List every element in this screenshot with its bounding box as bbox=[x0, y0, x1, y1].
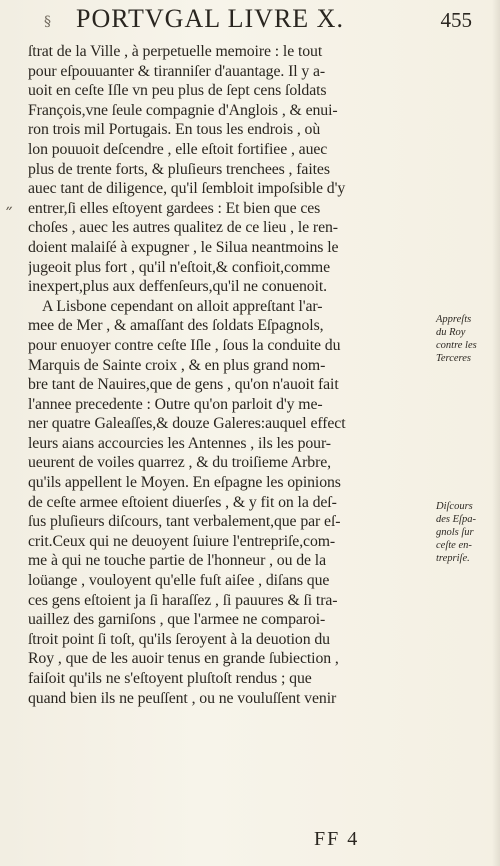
margin-note-line: Appreſts bbox=[436, 314, 472, 325]
text-line: qu'ils appellent le Moyen. En eſpagne les opinions bbox=[28, 474, 341, 492]
page-fold-shadow bbox=[492, 0, 500, 866]
text-line: crit.Ceux qui ne deuoyent ſuiure l'entrepriſe,com- bbox=[28, 532, 336, 550]
margin-notes bbox=[436, 0, 498, 866]
margin-note-line: Terceres bbox=[436, 353, 471, 364]
text-line: Marquis de Sainte croix , & en plus grand nom- bbox=[28, 356, 326, 374]
page-number: 455 bbox=[440, 8, 472, 32]
text-line: ron trois mil Portugais. En tous les endrois , où bbox=[28, 121, 321, 139]
text-line: jugeoit plus fort , qu'il n'eſtoit,& confioit,comme bbox=[28, 258, 331, 276]
text-line: me à qui ne touche partie de l'honneur , ou de la bbox=[28, 552, 326, 570]
text-line: ner quatre Galeaſſes,& douze Galeres:auquel effect bbox=[28, 415, 346, 433]
text-line: l'annee precedente : Outre qu'on parloit d'y me- bbox=[28, 395, 323, 413]
text-line: A Lisbone cependant on alloit appreſtant l'ar- bbox=[42, 297, 323, 315]
text-line: choſes , auec les autres qualitez de ce lieu , le ren- bbox=[28, 219, 338, 237]
text-line: ſus pluſieurs diſcours, tant verbalement,que par eſ- bbox=[28, 513, 341, 531]
margin-note-line: des Eſpa- bbox=[436, 514, 476, 525]
body-text bbox=[28, 42, 434, 708]
margin-note-line: du Roy bbox=[436, 327, 466, 338]
text-line: uaillez des garniſons , que l'armee ne comparoi- bbox=[28, 611, 326, 629]
margin-note-preparations bbox=[436, 313, 498, 365]
text-line: ſtroit point ſi toſt, qu'ils ſeroyent à la deuotion du bbox=[28, 630, 330, 648]
margin-note-line: trepriſe. bbox=[436, 553, 470, 564]
margin-note-line: ceſte en- bbox=[436, 540, 472, 551]
folio-mark: § bbox=[44, 14, 51, 30]
text-line: bre tant de Nauires,que de gens , qu'on n'auoit fait bbox=[28, 376, 339, 394]
text-line: auec tant de diligence, qu'il ſembloit impoſsible d'y bbox=[28, 180, 346, 198]
margin-note-line: contre les bbox=[436, 340, 477, 351]
text-line: faiſoit qu'ils ne s'eſtoyent pluſtoſt rendus ; que bbox=[28, 670, 312, 687]
text-line: pour eſpouuanter & tiranniſer d'auantage. Il y a- bbox=[28, 62, 326, 80]
text-line: François,vne ſeule compagnie d'Anglois , & enui- bbox=[28, 101, 338, 119]
text-line: leurs aians accourcies les Antennes , ils les pour- bbox=[28, 434, 331, 452]
running-head: PORTVGAL LIVRE X. bbox=[76, 4, 344, 33]
text-line: de ceſte armee eſtoient diuerſes , & y fit on la deſ- bbox=[28, 493, 337, 511]
margin-note-discourses bbox=[436, 500, 498, 565]
left-margin-mark: ˝ bbox=[4, 205, 13, 226]
text-line: ſtrat de la Ville , à perpetuelle memoire : le tout bbox=[28, 43, 323, 60]
text-line: entrer,ſi elles eſtoyent gardees : Et bien que ces bbox=[28, 199, 321, 217]
margin-note-line: Diſcours bbox=[436, 501, 473, 512]
signature-mark: FF 4 bbox=[314, 828, 360, 850]
text-line: inexpert,plus aux deffenſeurs,qu'il ne conuenoit. bbox=[28, 278, 328, 296]
page-header bbox=[0, 4, 500, 44]
text-line: ueurent de voiles quarrez , & du troiſieme Arbre, bbox=[28, 454, 332, 472]
text-line: pour enuoyer contre ceſte Iſle , ſous la conduite du bbox=[28, 336, 341, 354]
text-line: plus de trente forts, & pluſieurs trenchees , faites bbox=[28, 160, 330, 178]
text-line: quand bien ils ne peuſſent , ou ne vouluſſent venir bbox=[28, 689, 337, 707]
text-line: ces gens eſtoient ja ſi haraſſez , ſi pauures & ſi tra- bbox=[28, 591, 338, 609]
text-line: lon pouuoit deſcendre , elle eſtoit fortifiee , auec bbox=[28, 140, 328, 158]
text-line: mee de Mer , & amaſſant des ſoldats Eſpagnols, bbox=[28, 317, 324, 335]
text-line: loüange , vouloyent qu'elle fuſt aiſee , diſans que bbox=[28, 572, 330, 590]
margin-note-line: gnols ſur bbox=[436, 527, 474, 538]
text-line: Roy , que de les auoir tenus en grande ſubiection , bbox=[28, 650, 339, 668]
text-line: doient malaiſé à expugner , le Silua neantmoins le bbox=[28, 238, 339, 256]
text-line: uoit en ceſte Iſle vn peu plus de ſept cens ſoldats bbox=[28, 82, 327, 100]
